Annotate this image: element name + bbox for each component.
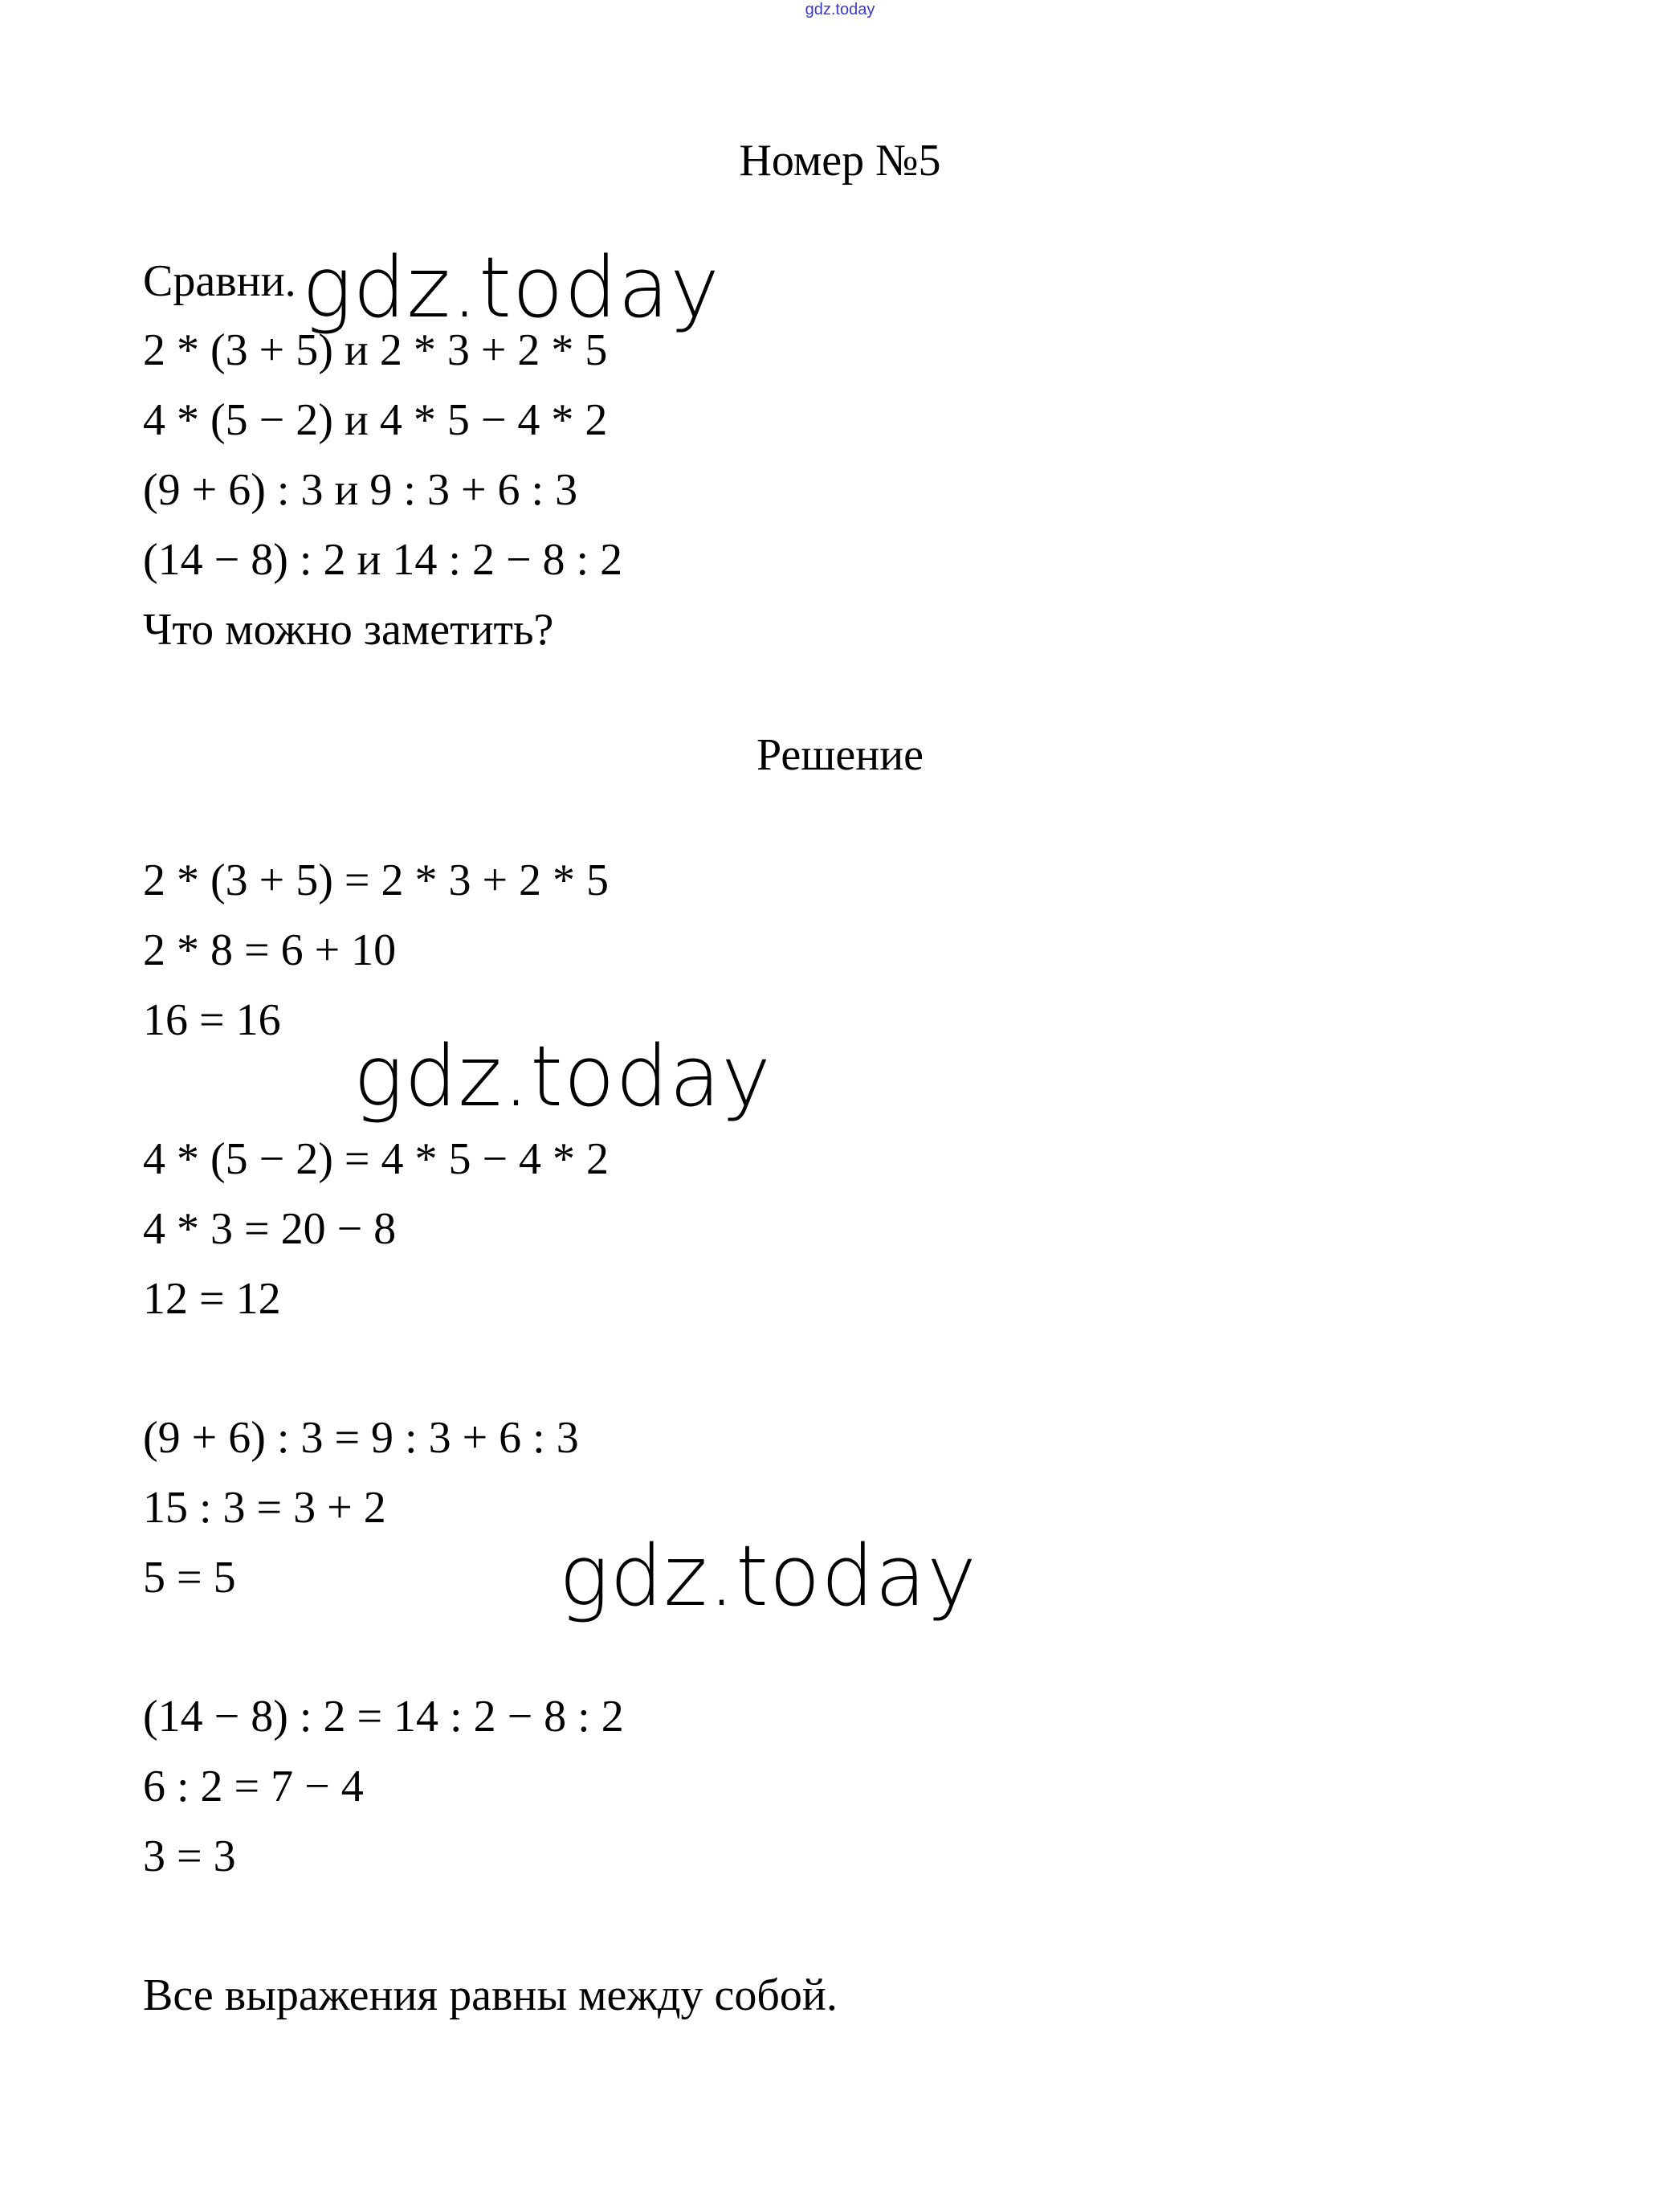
solution-conclusion: Все выражения равны между собой.: [143, 1970, 838, 2020]
solution-line: 12 = 12: [143, 1274, 281, 1324]
solution-line: 5 = 5: [143, 1553, 236, 1603]
watermark: gdz.today: [353, 1027, 772, 1125]
solution-line: 3 = 3: [143, 1831, 236, 1881]
task-line: (14 − 8) : 2 и 14 : 2 − 8 : 2: [143, 535, 623, 585]
solution-line: 2 * (3 + 5) = 2 * 3 + 2 * 5: [143, 855, 610, 905]
header-watermark: gdz.today: [805, 1, 875, 18]
task-line: (9 + 6) : 3 и 9 : 3 + 6 : 3: [143, 465, 578, 515]
task-line: 4 * (5 − 2) и 4 * 5 − 4 * 2: [143, 395, 608, 445]
watermark: gdz.today: [302, 239, 720, 337]
solution-heading: Решение: [756, 730, 924, 780]
task-question: Что можно заметить?: [143, 605, 554, 655]
task-line: 2 * (3 + 5) и 2 * 3 + 2 * 5: [143, 325, 608, 375]
solution-line: (14 − 8) : 2 = 14 : 2 − 8 : 2: [143, 1692, 624, 1741]
solution-line: 4 * (5 − 2) = 4 * 5 − 4 * 2: [143, 1134, 610, 1184]
page-title: Номер №5: [739, 136, 941, 186]
solution-line: 16 = 16: [143, 995, 281, 1045]
solution-line: 2 * 8 = 6 + 10: [143, 925, 397, 975]
solution-line: 4 * 3 = 20 − 8: [143, 1204, 397, 1254]
solution-line: (9 + 6) : 3 = 9 : 3 + 6 : 3: [143, 1413, 579, 1463]
solution-line: 15 : 3 = 3 + 2: [143, 1483, 386, 1533]
task-intro: Сравни.: [143, 256, 296, 306]
watermark: gdz.today: [559, 1527, 977, 1625]
solution-line: 6 : 2 = 7 − 4: [143, 1762, 364, 1811]
